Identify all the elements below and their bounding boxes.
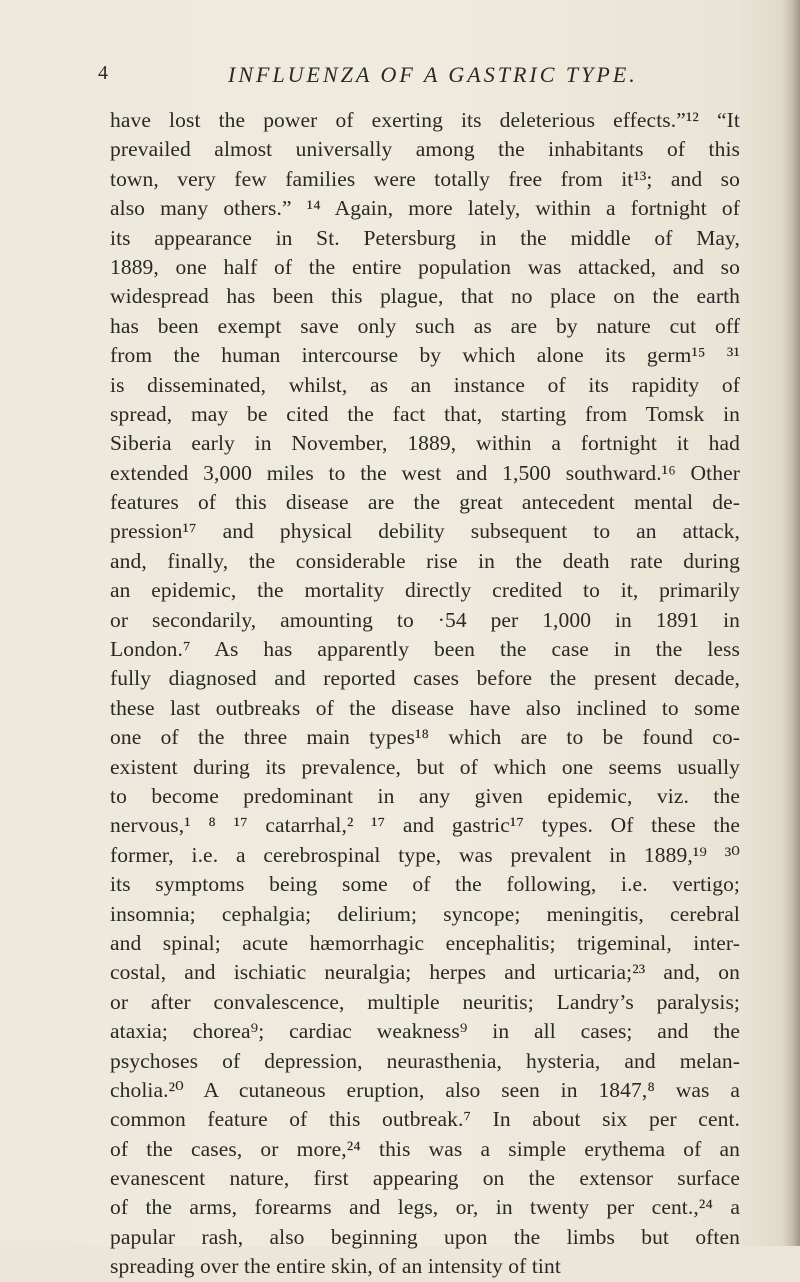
text-line: to become predominant in any given epidemic, viz. the [110, 783, 740, 808]
text-line: psychoses of depression, neurasthenia, hysteria, and melan- [110, 1048, 740, 1073]
text-line: nervous,¹ ⁸ ¹⁷ catarrhal,² ¹⁷ and gastric¹⁷ types. Of these the [110, 813, 740, 838]
text-line: prevailed almost universally among the inhabitants of this [110, 137, 740, 162]
body-paragraph [110, 106, 740, 1282]
text-line: cholia.²⁰ A cutaneous eruption, also seen in 1847,⁸ was a [110, 1077, 740, 1102]
text-line: spread, may be cited the fact that, starting from Tomsk in [110, 401, 740, 426]
text-line: London.⁷ As has apparently been the case in the less [110, 637, 740, 662]
text-line: is disseminated, whilst, as an instance of its rapidity of [110, 372, 740, 397]
text-line: or secondarily, amounting to ·54 per 1,000 in 1891 in [110, 607, 740, 632]
text-line: and, finally, the considerable rise in the death rate during [110, 548, 740, 573]
text-line: of the cases, or more,²⁴ this was a simple erythema of an [110, 1136, 740, 1161]
text-line: pression¹⁷ and physical debility subsequent to an attack, [110, 519, 740, 544]
text-line: existent during its prevalence, but of which one seems usually [110, 754, 740, 779]
text-line: and spinal; acute hæmorrhagic encephalitis; trigeminal, inter- [110, 930, 740, 955]
text-line: insomnia; cephalgia; delirium; syncope; meningitis, cerebral [110, 901, 740, 926]
text-line: town, very few families were totally free from it¹³; and so [110, 166, 740, 191]
text-line: of the arms, forearms and legs, or, in twenty per cent.,²⁴ a [110, 1195, 740, 1220]
text-line: its symptoms being some of the following, i.e. vertigo; [110, 872, 740, 897]
text-line: Siberia early in November, 1889, within a fortnight it had [110, 431, 740, 456]
text-line: common feature of this outbreak.⁷ In about six per cent. [110, 1107, 740, 1132]
text-line: these last outbreaks of the disease have also inclined to some [110, 695, 740, 720]
text-line: spreading over the entire skin, of an intensity of tint [110, 1254, 561, 1279]
text-line: from the human intercourse by which alone its germ¹⁵ ³¹ [110, 343, 740, 368]
text-line: its appearance in St. Petersburg in the middle of May, [110, 225, 740, 250]
text-line: fully diagnosed and reported cases before the present decade, [110, 666, 740, 691]
page-number: 4 [98, 62, 108, 84]
text-line: former, i.e. a cerebrospinal type, was prevalent in 1889,¹⁹ ³⁰ [110, 842, 740, 867]
running-title: INFLUENZA OF A GASTRIC TYPE. [228, 62, 638, 87]
text-line: papular rash, also beginning upon the limbs but often [110, 1224, 740, 1249]
text-line: an epidemic, the mortality directly credited to it, primarily [110, 578, 740, 603]
text-line: or after convalescence, multiple neuritis; Landry’s paralysis; [110, 989, 740, 1014]
text-line: widespread has been this plague, that no place on the earth [110, 284, 740, 309]
text-line: 1889, one half of the entire population was attacked, and so [110, 254, 740, 279]
text-line: ataxia; chorea⁹; cardiac weakness⁹ in all cases; and the [110, 1019, 740, 1044]
text-line: extended 3,000 miles to the west and 1,500 southward.¹⁶ Other [110, 460, 740, 485]
text-line: have lost the power of exerting its deleterious effects.”¹² “It [110, 108, 740, 132]
text-line: features of this disease are the great antecedent mental de- [110, 490, 740, 515]
text-line: also many others.” ¹⁴ Again, more lately, within a fortnight of [110, 196, 740, 221]
text-line: costal, and ischiatic neuralgia; herpes and urticaria;²³ and, on [110, 960, 740, 985]
text-line: has been exempt save only such as are by nature cut off [110, 313, 740, 338]
text-line: one of the three main types¹⁸ which are to be found co- [110, 725, 740, 750]
text-line: evanescent nature, first appearing on the extensor surface [110, 1166, 740, 1191]
page-edge-shadow [782, 0, 800, 1246]
running-head [98, 62, 718, 92]
